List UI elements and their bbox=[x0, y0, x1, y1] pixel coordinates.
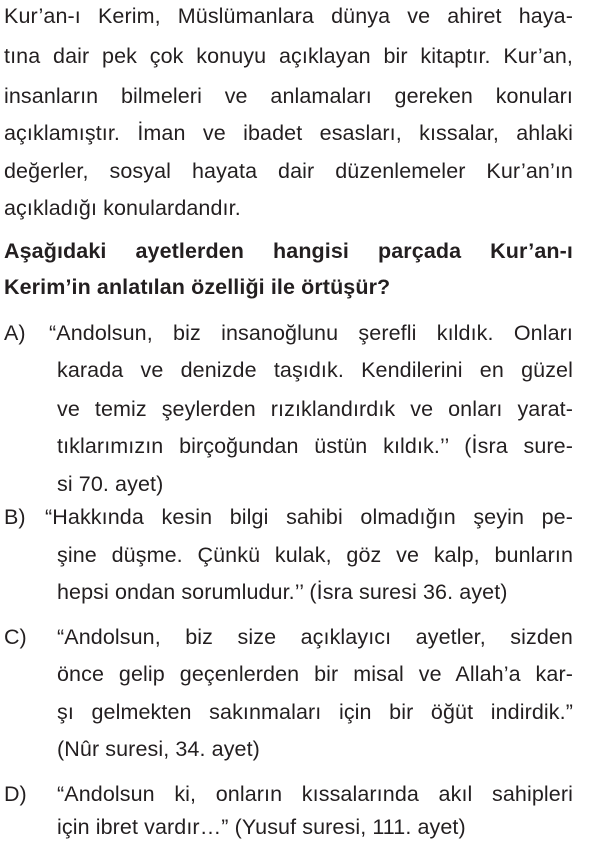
option-line: (Nûr suresi, 34. ayet) bbox=[57, 737, 260, 761]
option-line: tıklarımızın birçoğundan üstün kıldık.’’ (İsra sure- bbox=[57, 434, 573, 458]
passage-line: Kur’an-ı Kerim, Müslümanlara dünya ve ahiret haya- bbox=[4, 4, 573, 28]
option-line: şine düşme. Çünkü kulak, göz ve kalp, bunların bbox=[57, 543, 573, 567]
passage-line: insanların bilmeleri ve anlamaları gereken konuları bbox=[4, 84, 573, 108]
question-line: Kerim’in anlatılan özelliği ile örtüşür? bbox=[4, 275, 391, 299]
passage-line: tına dair pek çok konuyu açıklayan bir kitaptır. Kur’an, bbox=[4, 44, 573, 68]
option-line: şı gelmekten sakınmaları için bir öğüt indirdik.” bbox=[57, 700, 573, 724]
option-label: A) bbox=[4, 321, 26, 345]
option-line: önce gelip geçenlerden bir misal ve Allah’a kar- bbox=[57, 662, 573, 686]
passage-line: açıklamıştır. İman ve ibadet esasları, kıssalar, ahlaki bbox=[4, 121, 573, 145]
option-line: si 70. ayet) bbox=[57, 472, 164, 496]
question-line: Aşağıdaki ayetlerden hangisi parçada Kur’an-ı bbox=[4, 239, 573, 263]
option-line: ve temiz şeylerden rızıklandırdık ve onları yarat- bbox=[57, 397, 573, 421]
option-line: “Andolsun, biz size açıklayıcı ayetler, sizden bbox=[57, 625, 573, 649]
option-label: D) bbox=[4, 782, 27, 806]
option-line: karada ve denizde taşıdık. Kendilerini en güzel bbox=[57, 358, 573, 382]
option-line: “Andolsun ki, onların kıssalarında akıl sahipleri bbox=[57, 782, 573, 806]
option-line: hepsi ondan sorumludur.’’ (İsra suresi 36. ayet) bbox=[57, 580, 508, 604]
option-line: “Andolsun, biz insanoğlunu şerefli kıldık. Onları bbox=[49, 321, 573, 345]
passage-line: değerler, sosyal hayata dair düzenlemeler Kur’an’ın bbox=[4, 159, 573, 183]
option-line: için ibret vardır…” (Yusuf suresi, 111. ayet) bbox=[57, 815, 466, 839]
option-line: “Hakkında kesin bilgi sahibi olmadığın şeyin pe- bbox=[45, 505, 573, 529]
option-label: B) bbox=[4, 505, 26, 529]
option-label: C) bbox=[4, 625, 27, 649]
passage-line: açıkladığı konulardandır. bbox=[4, 196, 241, 220]
